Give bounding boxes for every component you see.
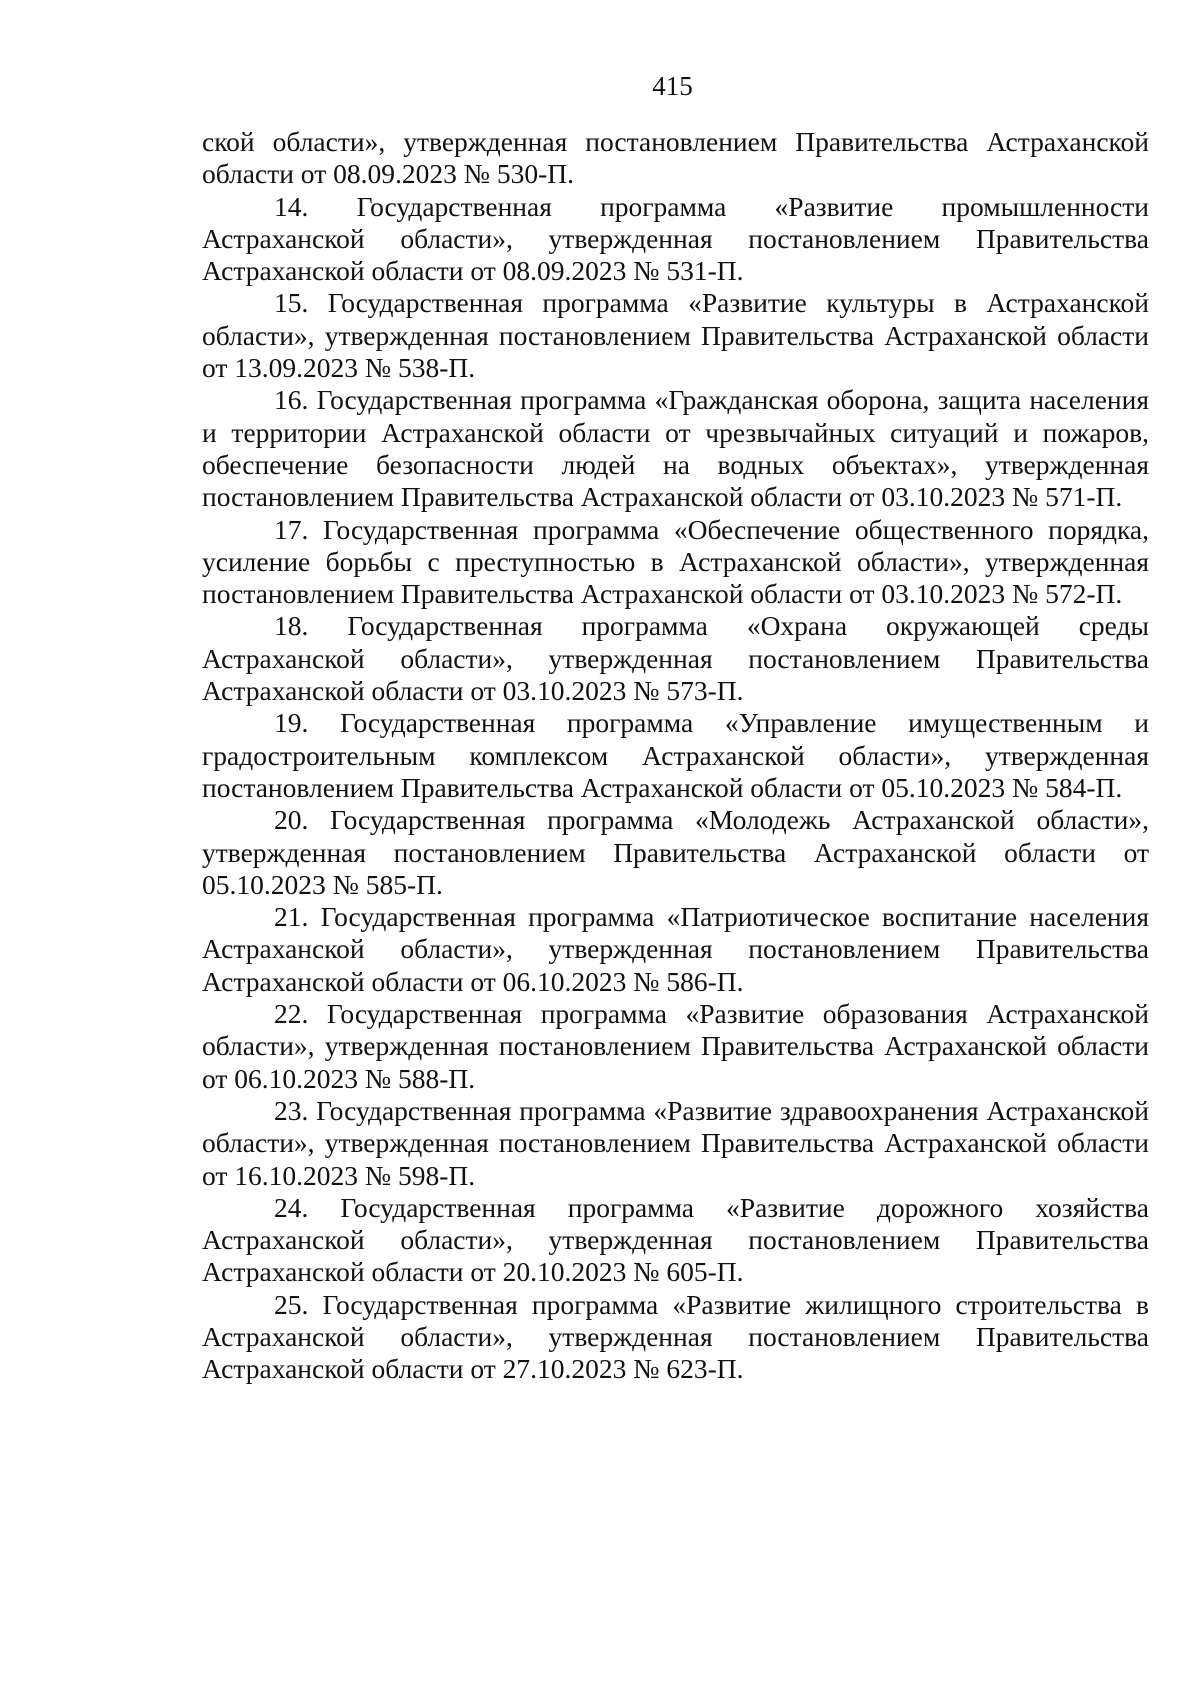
list-item-15: 15. Государственная программа «Развитие культуры в Астраханской области», утвержденная постановлением Правительства Астраханской области от 13.09.2023 № 538-П. bbox=[202, 287, 1149, 384]
list-item-14: 14. Государственная программа «Развитие промышленности Астраханской области», утвержденная постановлением Правительства Астраханской области от 08.09.2023 № 531-П. bbox=[202, 190, 1149, 287]
list-item-24: 24. Государственная программа «Развитие дорожного хозяйства Астраханской области», утвержденная постановлением Правительства Астраханской области от 20.10.2023 № 605-П. bbox=[202, 1191, 1149, 1288]
list-item-25: 25. Государственная программа «Развитие жилищного строительства в Астраханской области», утвержденная постановлением Правительства Астраханской области от 27.10.2023 № 623-П. bbox=[202, 1288, 1149, 1385]
paragraph-continuation: ской области», утвержденная постановлением Правительства Астраханской области от 08.09.2023 № 530-П. bbox=[202, 126, 1149, 190]
list-item-18: 18. Государственная программа «Охрана окружающей среды Астраханской области», утвержденная постановлением Правительства Астраханской области от 03.10.2023 № 573-П. bbox=[202, 610, 1149, 707]
list-item-19: 19. Государственная программа «Управление имущественным и градостроительным комплексом Астраханской области», утвержденная постановлением Правительства Астраханской области от 05.10.2023 № 584-П. bbox=[202, 707, 1149, 803]
list-item-20: 20. Государственная программа «Молодежь Астраханской области», утвержденная постановлением Правительства Астраханской области от 05.10.2023 № 585-П. bbox=[202, 804, 1149, 900]
list-item-22: 22. Государственная программа «Развитие образования Астраханской области», утвержденная постановлением Правительства Астраханской области от 06.10.2023 № 588-П. bbox=[202, 998, 1149, 1094]
list-item-23: 23. Государственная программа «Развитие здравоохранения Астраханской области», утвержденная постановлением Правительства Астраханской области от 16.10.2023 № 598-П. bbox=[202, 1094, 1149, 1191]
list-item-21: 21. Государственная программа «Патриотическое воспитание населения Астраханской области», утвержденная постановлением Правительства Астраханской области от 06.10.2023 № 586-П. bbox=[202, 901, 1149, 997]
document-body bbox=[202, 126, 1149, 1386]
list-item-16: 16. Государственная программа «Гражданская оборона, защита населения и территории Астраханской области от чрезвычайных ситуаций и пожаров, обеспечение безопасности людей на водных объектах», утвержденная постановлением Правительства Астраханской области от 03.10.2023 № 571-П. bbox=[202, 384, 1149, 513]
list-item-17: 17. Государственная программа «Обеспечение общественного порядка, усиление борьбы с преступностью в Астраханской области», утвержденная постановлением Правительства Астраханской области от 03.10.2023 № 572-П. bbox=[202, 513, 1149, 610]
page-number: 415 bbox=[652, 71, 693, 101]
